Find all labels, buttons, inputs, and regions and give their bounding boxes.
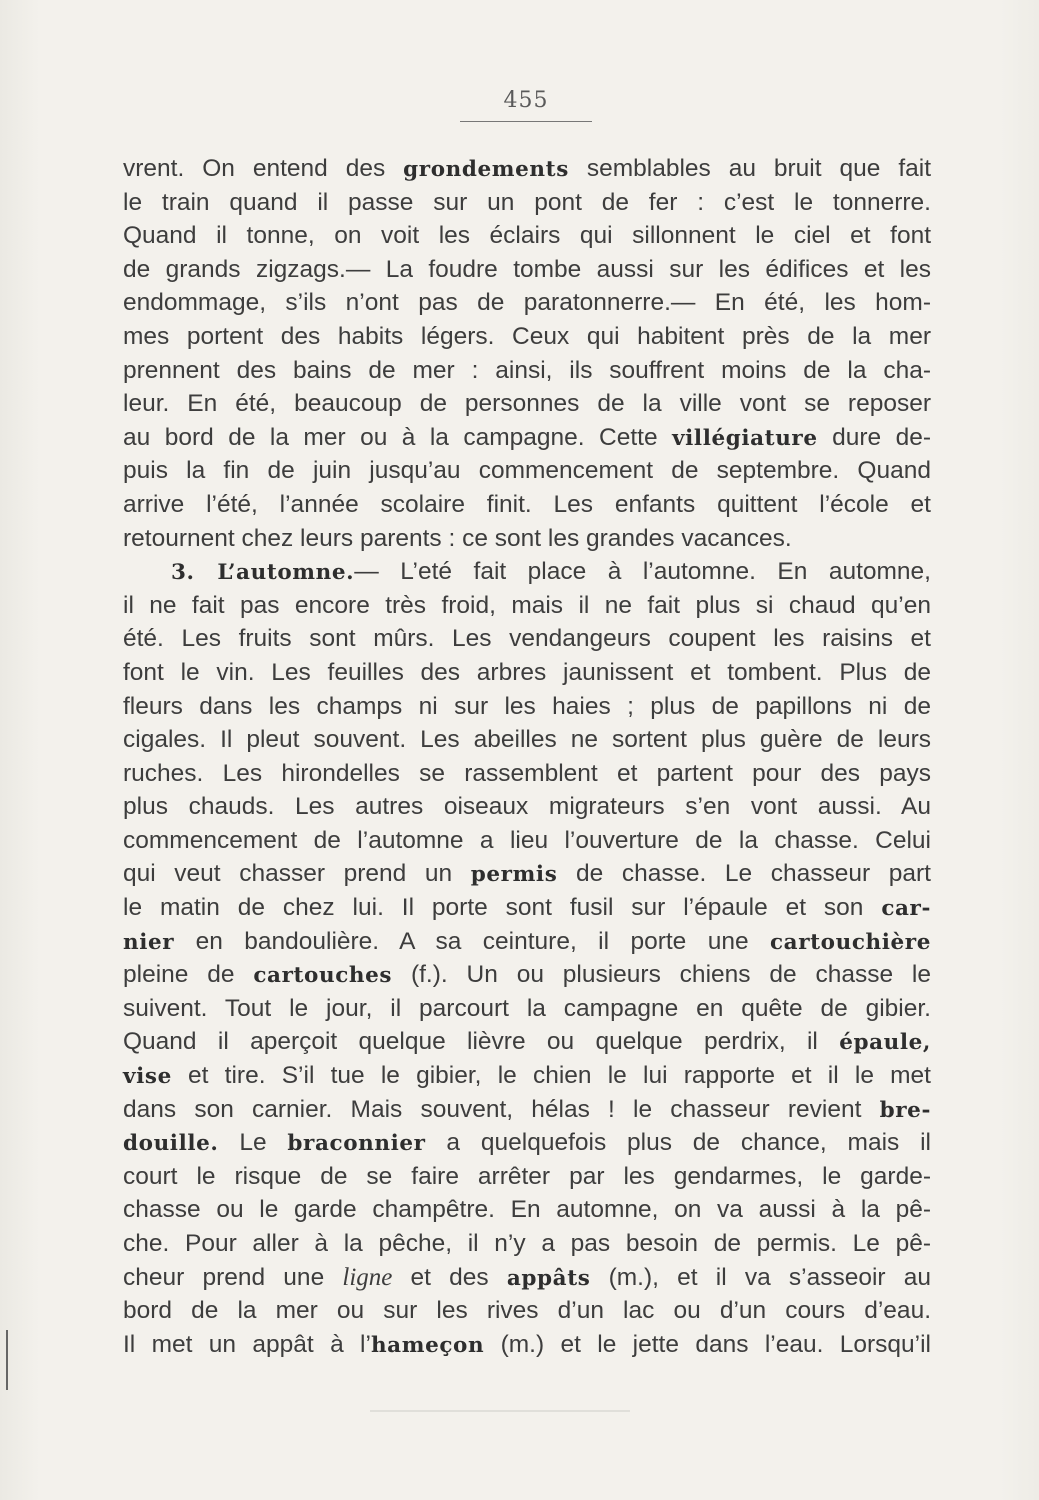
text-line <box>123 925 931 959</box>
text-run: (f.). Un ou plusieurs chiens de chasse le <box>392 961 931 989</box>
text-line <box>123 824 931 858</box>
text-run: chasse ou le garde champêtre. En automne, on va aussi à la pê- <box>123 1196 931 1224</box>
text-line <box>123 387 931 421</box>
text-run: le matin de chez lui. Il porte sont fusil sur l’épaule et son <box>123 894 882 922</box>
text-run: fleurs dans les champs ni sur les haies ; plus de papillons ni de <box>123 692 931 720</box>
text-run: (m.) et le jette dans l’eau. Lorsqu’il <box>484 1330 931 1358</box>
text-run: ruches. Les hirondelles se rassemblent et partent pour des pays <box>123 759 931 787</box>
text-run: retournent chez leurs parents : ce sont les grandes vacances. <box>123 524 792 552</box>
text-line <box>123 522 931 556</box>
text-line <box>123 589 931 623</box>
text-run: leur. En été, beaucoup de personnes de la ville vont se reposer <box>123 390 931 418</box>
bold-term: bre- <box>879 1097 931 1123</box>
text-line <box>123 1025 931 1059</box>
text-run: au bord de la mer ou à la campagne. Cette <box>123 423 673 451</box>
text-run: été. Les fruits sont mûrs. Les vendangeurs coupent les raisins et <box>123 625 931 653</box>
bold-term: braconnier <box>287 1131 426 1157</box>
text-run: pleine de <box>123 961 254 989</box>
bleed-through-mark <box>370 1410 630 1412</box>
text-run: Il met un appât à l’ <box>123 1330 371 1358</box>
text-line <box>123 1294 931 1328</box>
text-line <box>123 992 931 1026</box>
text-line <box>123 488 931 522</box>
text-run: semblables au bruit que fait <box>568 155 931 182</box>
text-line <box>123 1126 931 1160</box>
bold-term: car- <box>881 896 931 922</box>
text-run: le train quand il passe sur un pont de fer : c’est le tonnerre. <box>123 188 931 216</box>
bold-term: appâts <box>506 1265 591 1291</box>
bold-term: cartouches <box>253 963 393 989</box>
text-line <box>123 286 931 320</box>
text-line <box>123 253 931 287</box>
text-run: commencement de l’automne a lieu l’ouverture de la chasse. Celui <box>123 826 931 854</box>
bold-term: vise <box>123 1064 172 1090</box>
text-run: Quand il tonne, on voit les éclairs qui sillonnent le ciel et font <box>123 222 931 250</box>
bold-term: douille. <box>123 1131 219 1157</box>
text-run: et tire. S’il tue le gibier, le chien le lui rapporte et il le met <box>171 1062 931 1090</box>
bold-term: hameçon <box>370 1332 485 1358</box>
text-run: (m.), et il va s’asseoir au <box>590 1263 931 1291</box>
bold-term: nier <box>123 929 175 955</box>
bold-term: permis <box>470 862 558 888</box>
text-line <box>123 219 931 253</box>
text-run: endommage, s’ils n’ont pas de paratonnerre.— En été, les hom- <box>123 289 931 317</box>
text-line <box>123 1328 931 1362</box>
text-run: de grands zigzags.— La foudre tombe aussi sur les édifices et les <box>123 255 931 283</box>
text-run: plus chauds. Les autres oiseaux migrateurs s’en vont aussi. Au <box>123 793 931 821</box>
text-line <box>123 690 931 724</box>
text-run: dure de- <box>817 423 931 451</box>
text-run: puis la fin de juin jusqu’au commencement de septembre. Quand <box>123 457 931 485</box>
text-line <box>123 857 931 891</box>
text-run: court le risque de se faire arrêter par les gendarmes, le garde- <box>123 1162 931 1190</box>
text-line <box>123 1227 931 1261</box>
text-run: il ne fait pas encore très froid, mais il ne fait plus si chaud qu’en <box>123 591 931 619</box>
italic-term: ligne <box>342 1263 393 1291</box>
text-line <box>123 1193 931 1227</box>
text-run: prennent des bains de mer : ainsi, ils souffrent moins de la cha- <box>123 356 931 384</box>
header-rule <box>460 121 592 122</box>
text-line <box>123 891 931 925</box>
text-line <box>123 656 931 690</box>
text-run: a quelquefois plus de chance, mais il <box>425 1129 931 1157</box>
text-line <box>123 354 931 388</box>
text-line <box>123 454 931 488</box>
text-line <box>123 723 931 757</box>
text-line <box>123 152 931 186</box>
text-run: font le vin. Les feuilles des arbres jaunissent et tombent. Plus de <box>123 658 931 686</box>
text-line <box>123 1093 931 1127</box>
text-run: arrive l’été, l’année scolaire finit. Les enfants quittent l’école et <box>123 490 931 518</box>
text-line <box>123 757 931 791</box>
bold-term: cartouchière <box>769 929 931 955</box>
text-run: cigales. Il pleut souvent. Les abeilles ne sortent plus guère de leurs <box>123 726 931 754</box>
text-line <box>123 1160 931 1194</box>
bold-term: 3. L’automne. <box>171 560 355 586</box>
text-line <box>123 421 931 455</box>
bold-term: épaule, <box>839 1030 931 1056</box>
text-line <box>123 790 931 824</box>
text-run: cheur prend une <box>123 1263 343 1291</box>
text-run: Quand il aperçoit quelque lièvre ou quelque perdrix, il <box>123 1028 840 1056</box>
text-line <box>123 555 931 589</box>
text-run: mes portent des habits légers. Ceux qui habitent près de la mer <box>123 322 931 350</box>
text-run: de chasse. Le chasseur part <box>557 860 931 888</box>
text-line <box>123 186 931 220</box>
text-line <box>123 1261 931 1295</box>
bold-term: villégiature <box>672 425 818 451</box>
text-run: dans son carnier. Mais souvent, hélas ! le chasseur revient <box>123 1095 880 1123</box>
text-run: bord de la mer ou sur les rives d’un lac ou d’un cours d’eau. <box>123 1297 931 1325</box>
text-line <box>123 622 931 656</box>
text-line <box>123 320 931 354</box>
text-run: suivent. Tout le jour, il parcourt la campagne en quête de gibier. <box>123 994 931 1022</box>
text-line <box>123 1059 931 1093</box>
text-run: — L’eté fait place à l’automne. En automne, <box>354 558 931 586</box>
page-edge-mark <box>6 1330 8 1390</box>
bold-term: grondements <box>403 157 569 182</box>
text-run: et des <box>392 1263 507 1291</box>
page-number: 455 <box>503 88 549 113</box>
body-text <box>123 152 931 1361</box>
text-line <box>123 958 931 992</box>
text-run: che. Pour aller à la pêche, il n’y a pas besoin de permis. Le pê- <box>123 1230 931 1257</box>
text-run: Le <box>218 1129 288 1157</box>
text-run: qui veut chasser prend un <box>123 860 471 888</box>
text-run: vrent. On entend des <box>123 155 404 182</box>
text-run: en bandoulière. A sa ceinture, il porte une <box>174 927 770 955</box>
